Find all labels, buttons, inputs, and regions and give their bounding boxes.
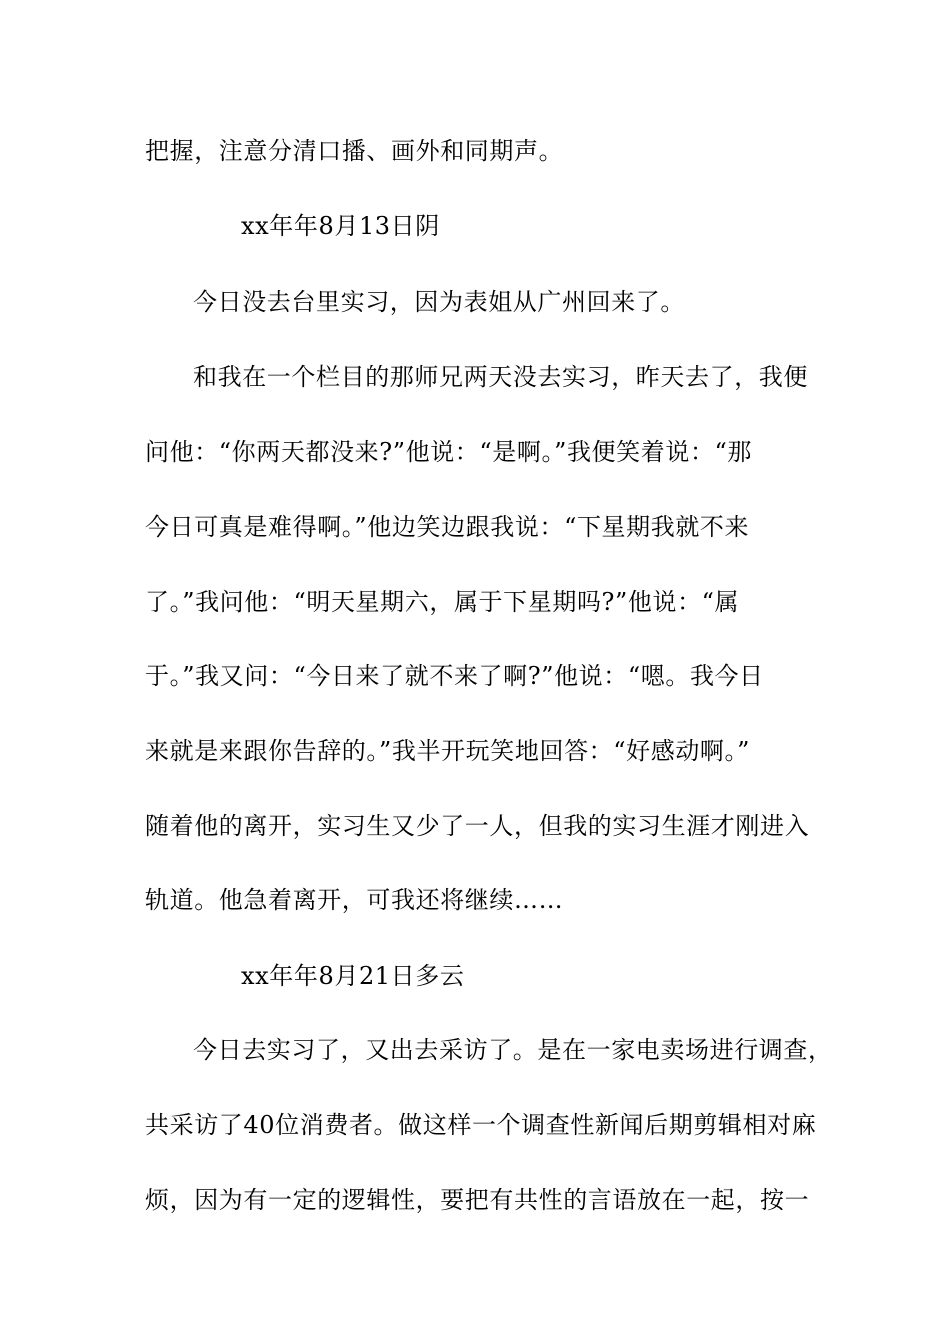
paragraph-line: 问他：“你两天都没来?”他说：“是啊。”我便笑着说：“那: [145, 438, 753, 466]
paragraph-line: 和我在一个栏目的那师兄两天没去实习，昨天去了，我便: [193, 363, 808, 391]
paragraph-line: 于。”我又问：“今日来了就不来了啊?”他说：“嗯。我今日: [145, 662, 764, 690]
paragraph-line: 轨道。他急着离开，可我还将继续……: [145, 886, 564, 914]
paragraph-line: 来就是来跟你告辞的。”我半开玩笑地回答：“好感动啊。”: [145, 737, 751, 765]
paragraph-line: 今日没去台里实习，因为表姐从广州回来了。: [193, 288, 685, 316]
paragraph-line: 随着他的离开，实习生又少了一人，但我的实习生涯才刚进入: [145, 812, 810, 840]
paragraph-line: 共采访了40位消费者。做这样一个调查性新闻后期剪辑相对麻: [145, 1111, 817, 1139]
paragraph-line: 今日去实习了，又出去采访了。是在一家电卖场进行调查，: [193, 1036, 833, 1064]
diary-date-heading: xx年年8月13日阴: [241, 212, 440, 240]
diary-date-heading: xx年年8月21日多云: [241, 962, 465, 990]
paragraph-line: 今日可真是难得啊。”他边笑边跟我说：“下星期我就不来: [145, 513, 750, 541]
paragraph-line: 把握，注意分清口播、画外和同期声。: [145, 137, 564, 165]
paragraph-line: 了。”我问他：“明天星期六，属于下星期吗?”他说：“属: [145, 588, 740, 616]
paragraph-line: 烦，因为有一定的逻辑性，要把有共性的言语放在一起，按一: [145, 1186, 810, 1214]
